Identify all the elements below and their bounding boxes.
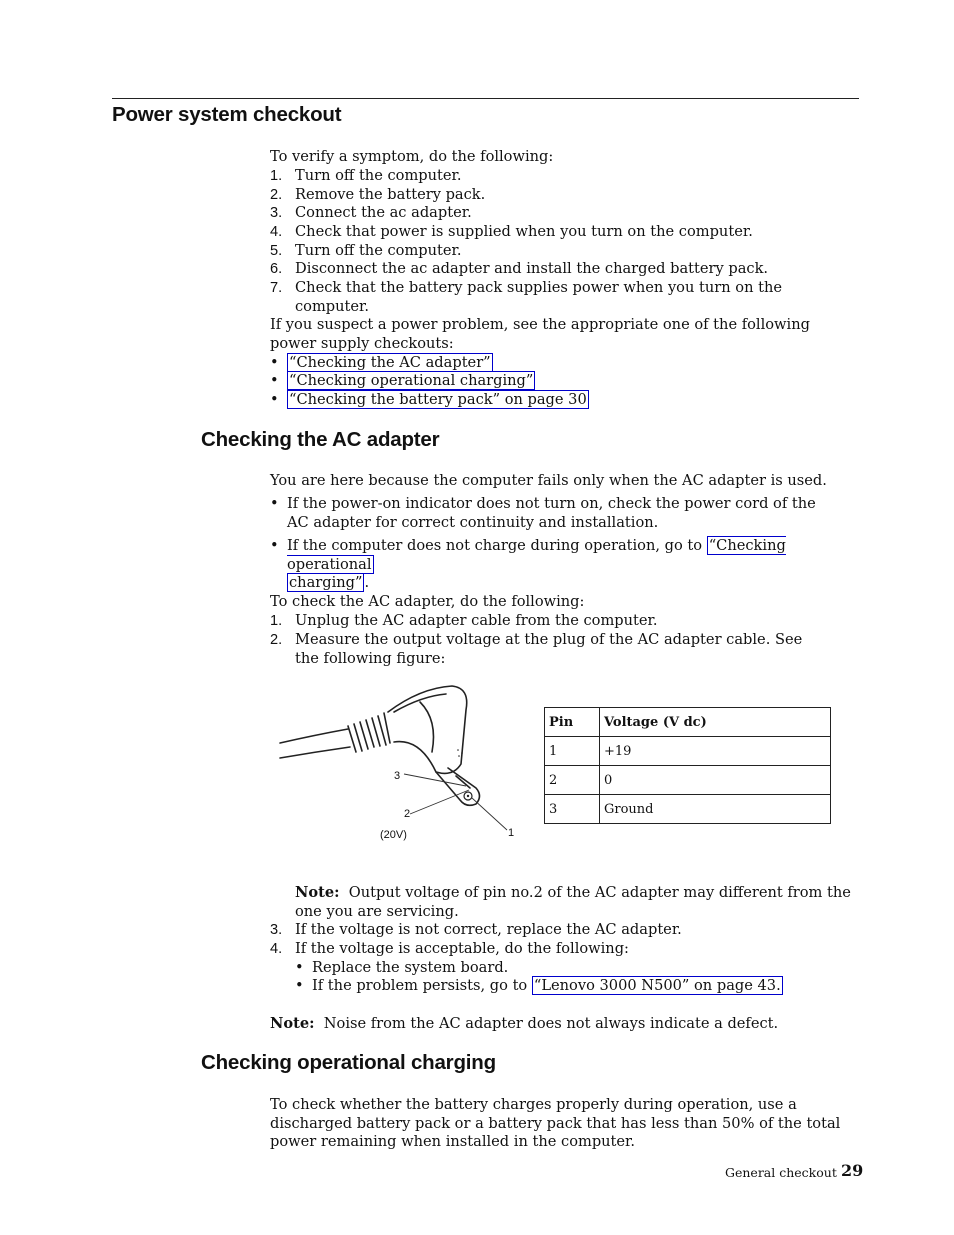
pin-2-label: 2 (404, 808, 411, 820)
operational-charging-body: To check whether the battery charges properly during operation, use a discharged battery pack or a battery pack that has less than 50% of the total power remaining when installed in the computer. (270, 1096, 841, 1151)
link-checking-ac-adapter[interactable]: “Checking the AC adapter” (289, 354, 491, 371)
link-checking-operational-charging[interactable]: “Checking operational charging” (289, 372, 534, 389)
voltage-label: (20V) (380, 829, 407, 841)
ac-intro-text: You are here because the computer fails only when the AC adapter is used. (270, 472, 827, 489)
pin-3-label: 3 (394, 770, 401, 782)
footer-section-label: General checkout (725, 1165, 837, 1180)
table-cell: 2 (545, 766, 600, 795)
table-cell: +19 (600, 737, 831, 766)
table-cell: 0 (600, 766, 831, 795)
ac-plug-illustration (270, 680, 530, 850)
pin-voltage-table (544, 707, 831, 824)
pin-1-label: 1 (508, 827, 515, 839)
table-header-cell: Pin (545, 708, 600, 737)
header-rule (112, 98, 859, 99)
section-title-checking-ac-adapter: Checking the AC adapter (201, 428, 440, 451)
check-intro-text: To check the AC adapter, do the following: (270, 593, 585, 610)
table-row (545, 737, 831, 766)
table-row (545, 795, 831, 824)
table-cell: 3 (545, 795, 600, 824)
suspect-text: If you suspect a power problem, see the appropriate one of the following power supply checkouts: (270, 316, 810, 352)
note-noise: Note: Noise from the AC adapter does not always indicate a defect. (270, 1015, 779, 1032)
table-cell: Ground (600, 795, 831, 824)
link-checking-operational-charging-inline-cont[interactable]: charging” (289, 574, 363, 592)
note-output-voltage: Note: Output voltage of pin no.2 of the AC adapter may different from the one you are servicing. (295, 884, 851, 920)
section-title-power-system-checkout: Power system checkout (112, 103, 342, 126)
table-cell: 1 (545, 737, 600, 766)
table-header-cell: Voltage (V dc) (600, 708, 831, 737)
page-number: 29 (841, 1161, 864, 1180)
link-lenovo-3000-n500[interactable]: “Lenovo 3000 N500” on page 43. (533, 977, 781, 994)
link-checking-operational-charging-inline[interactable]: “Checking operational (287, 537, 786, 573)
link-checking-battery-pack[interactable]: “Checking the battery pack” on page 30 (289, 391, 587, 408)
ac-adapter-plug-figure (270, 680, 530, 854)
section-title-checking-operational-charging: Checking operational charging (201, 1051, 496, 1074)
table-header-row (545, 708, 831, 737)
intro-text: To verify a symptom, do the following: (270, 148, 554, 165)
table-row (545, 766, 831, 795)
